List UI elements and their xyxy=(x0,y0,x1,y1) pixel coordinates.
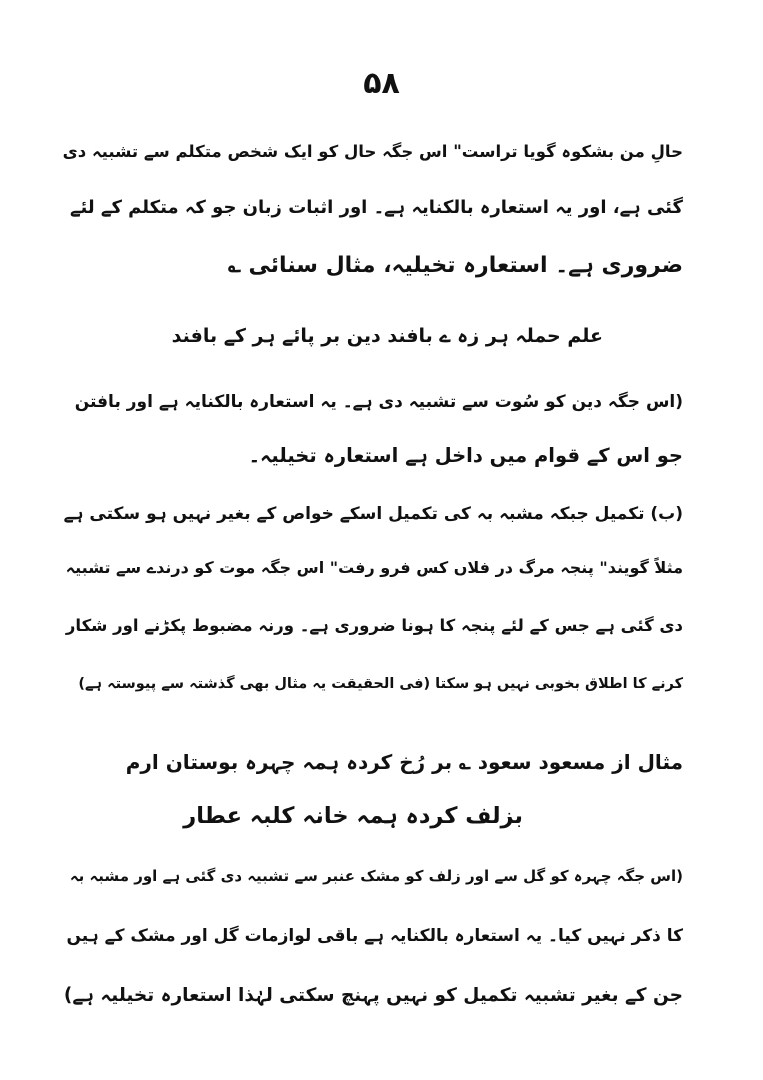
text-line-8: دی گئی ہے جس کے لئے پنجہ کا ہونا ضروری ہے۔ ورنہ مضبوط پکڑنے اور شکار xyxy=(65,616,683,635)
text-line-2: گئی ہے، اور یہ استعارہ بالکنایہ ہے۔ اور اثبات زبان جو کہ متکلم کے لئے xyxy=(69,197,683,218)
text-line-7: مثلاً گویند" پنجہ مرگ در فلاں کس فرو رفت" اس جگہ موت کو درندے سے تشبیہ xyxy=(65,558,683,577)
text-line-9: کرنے کا اطلاق بخوبی نہیں ہو سکتا (فی الحقیقت یہ مثال بھی گذشتہ سے پیوستہ ہے) xyxy=(78,676,683,692)
text-line-3: ضروری ہے۔ استعارہ تخیلیہ، مثال سنائی ؎ xyxy=(227,253,683,278)
text-line-10: (اس جگہ چہرہ کو گل سے اور زلف کو مشک عنبر سے تشبیہ دی گئی ہے اور مشبہ بہ xyxy=(69,867,683,885)
text-line-11: کا ذکر نہیں کیا۔ یہ استعارہ بالکنایہ ہے باقی لوازمات گل اور مشک کے ہیں xyxy=(66,926,683,946)
text-line-12: جن کے بغیر تشبیہ تکمیل کو نہیں پہنچ سکتی لہٰذا استعارہ تخیلیہ ہے) xyxy=(63,985,683,1006)
page-number: ۵۸ xyxy=(363,66,400,101)
verse-line-3: بزلف کردہ ہمہ خانہ کلبہ عطار xyxy=(183,803,523,829)
text-line-1: حالِ من بشکوہ گویا تراست" اس جگہ حال کو ایک شخص متکلم سے تشبیہ دی xyxy=(62,142,683,161)
verse-line-1: علم حملہ ہر زہ ے بافند دین بر پائے ہر کے بافند xyxy=(171,325,603,347)
text-line-6: (ب) تکمیل جبکہ مشبہ بہ کی تکمیل اسکے خواص کے بغیر نہیں ہو سکتی ہے xyxy=(63,504,683,524)
text-line-4: (اس جگہ دین کو سُوت سے تشبیہ دی ہے۔ یہ استعارہ بالکنایہ ہے اور بافتن xyxy=(74,392,683,412)
text-line-5: جو اس کے قوام میں داخل ہے استعارہ تخیلیہ۔ xyxy=(248,444,683,467)
verse-line-2: مثال از مسعود سعود ؎ بر رُخ کردہ ہمہ چہرہ بوستان ارم xyxy=(125,750,683,774)
